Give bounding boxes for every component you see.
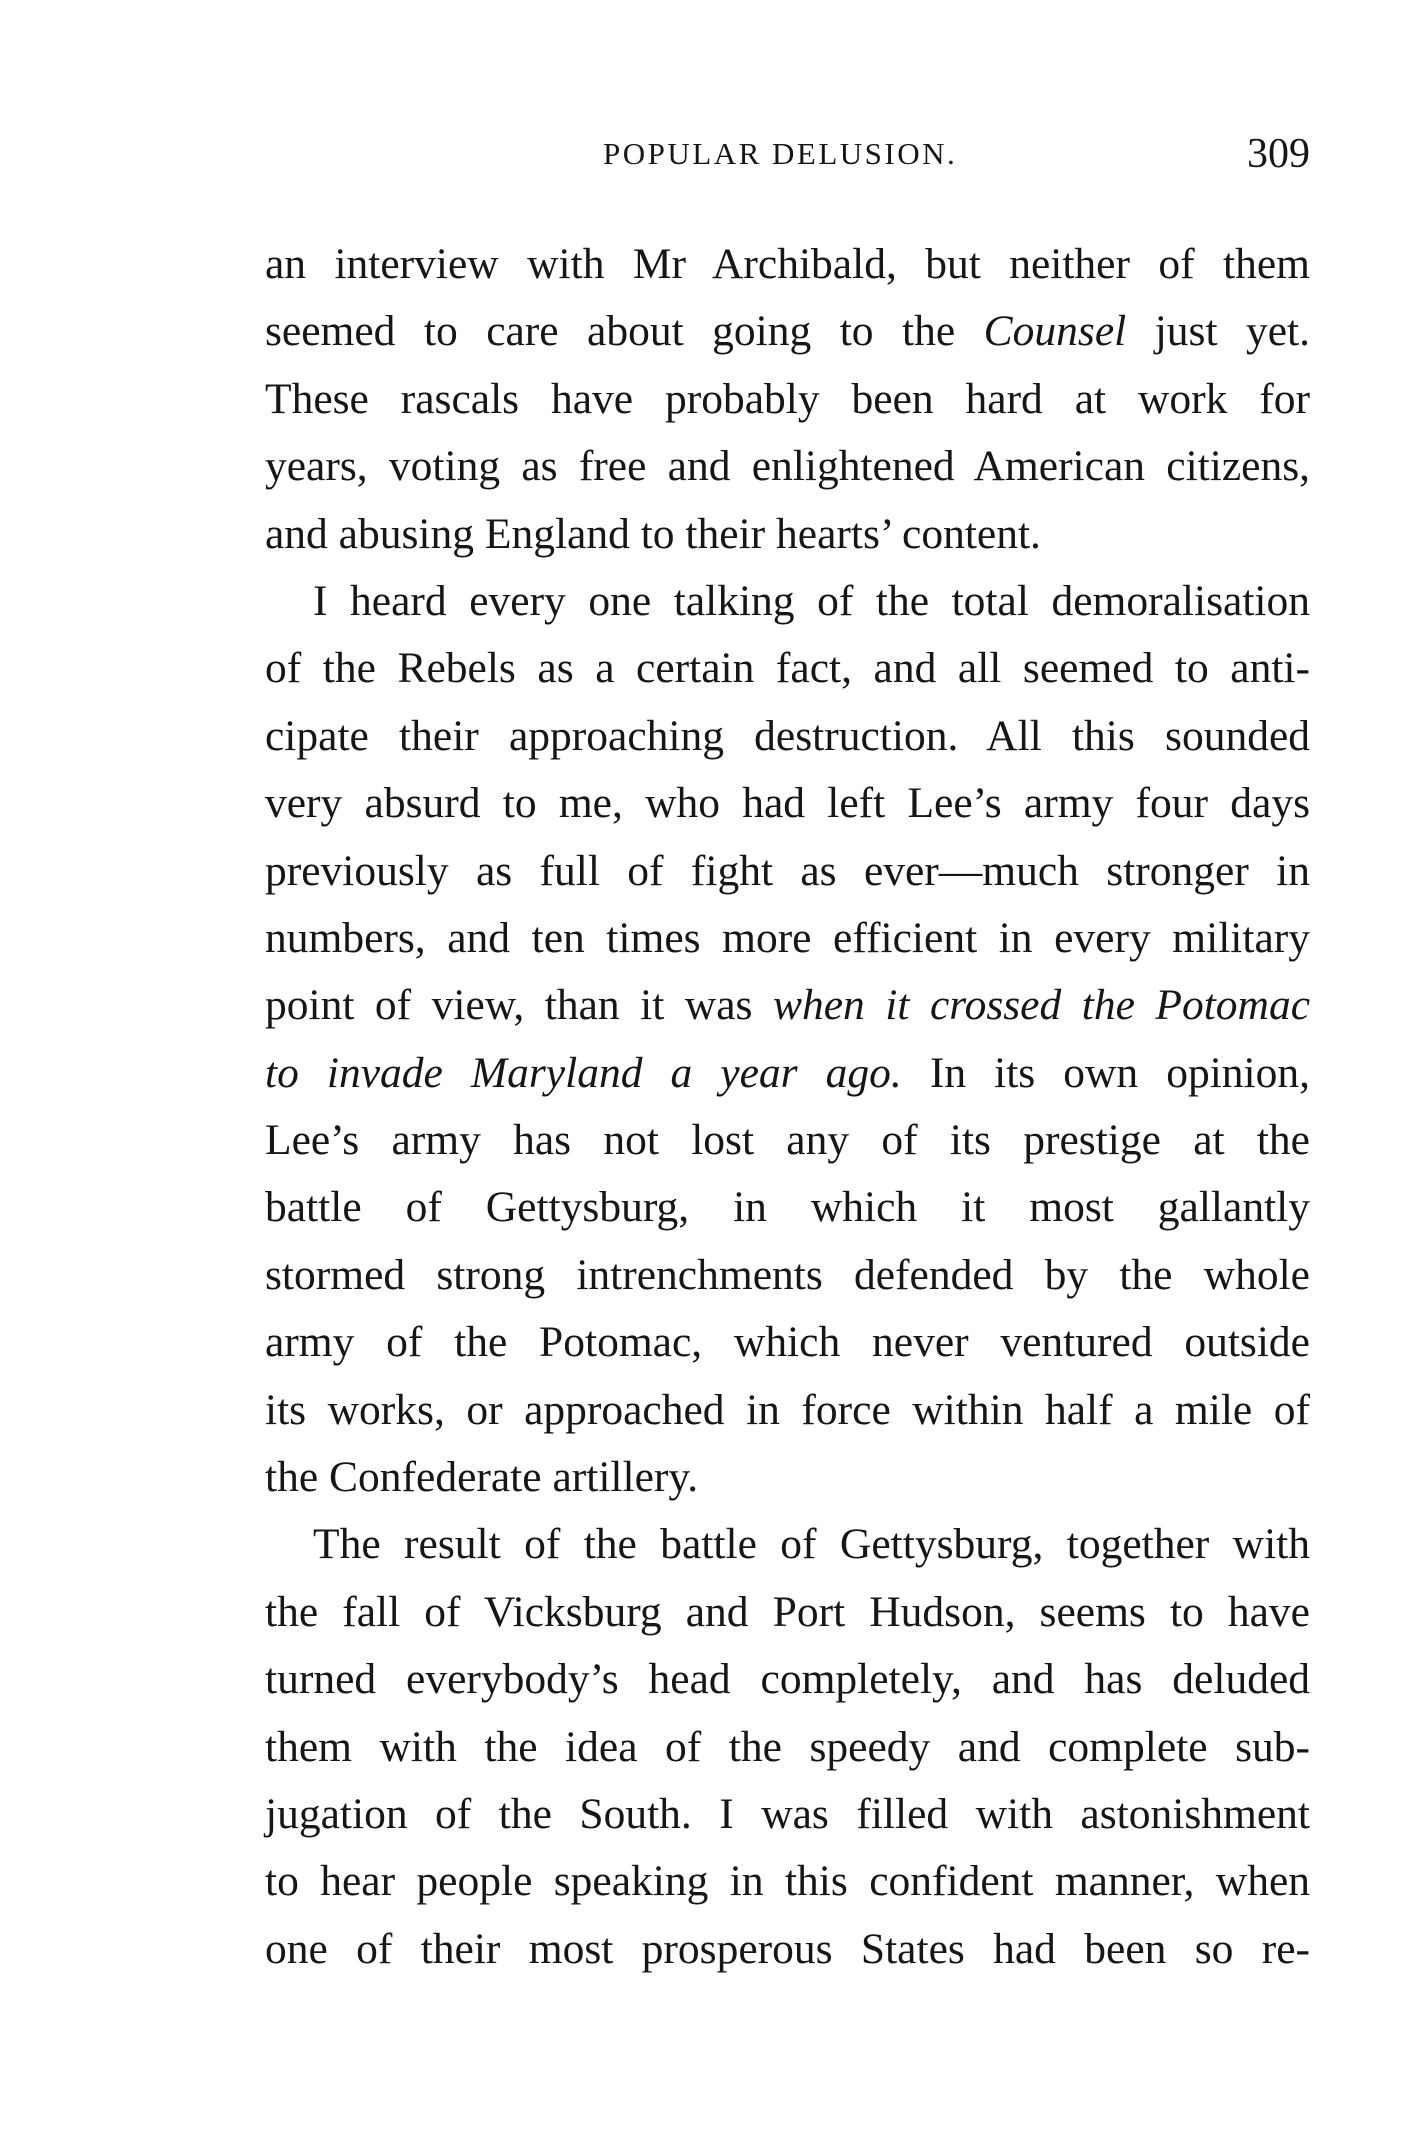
text-line: and abusing England to their hearts’ content. <box>265 509 1041 558</box>
text-line: stormed strong intrenchments defended by the whole <box>265 1250 1310 1299</box>
text-line: These rascals have probably been hard at work for <box>265 374 1310 423</box>
italic-phrase: to invade Maryland a year ago. <box>265 1048 902 1097</box>
text-line: point of view, than it was when it crossed the Potomac <box>265 981 1311 1030</box>
italic-phrase: when it crossed the Potomac <box>772 981 1311 1030</box>
body-text <box>265 231 1310 1983</box>
text-line: turned everybody’s head completely, and has deluded <box>265 1655 1310 1704</box>
text-line: battle of Gettysburg, in which it most gallantly <box>265 1183 1310 1232</box>
running-title: POPULAR DELUSION. <box>603 136 958 171</box>
paragraph-start: I heard every one talking of the total demoralisation <box>313 576 1310 625</box>
text-line: jugation of the South. I was filled with astonishment <box>265 1789 1310 1838</box>
italic-word: Counsel <box>983 307 1127 356</box>
text-line: the Confederate artillery. <box>265 1453 699 1502</box>
text-line: previously as full of fight as ever—much stronger in <box>265 846 1310 895</box>
text-line: seemed to care about going to the Counsel just yet. <box>265 307 1311 356</box>
text-line: one of their most prosperous States had been so re- <box>265 1924 1310 1973</box>
text-line: army of the Potomac, which never ventured outside <box>265 1318 1310 1367</box>
text-line: to invade Maryland a year ago. In its own opinion, <box>265 1048 1311 1097</box>
text-line: to hear people speaking in this confident manner, when <box>265 1857 1310 1906</box>
text-line: an interview with Mr Archibald, but neither of them <box>265 240 1310 288</box>
running-head <box>265 130 1310 180</box>
page-number: 309 <box>1247 131 1310 177</box>
text-line: its works, or approached in force within half a mile of <box>265 1385 1310 1434</box>
paragraph-start: The result of the battle of Gettysburg, together with <box>313 1520 1310 1569</box>
text-line: the fall of Vicksburg and Port Hudson, seems to have <box>265 1587 1310 1636</box>
text-line: them with the idea of the speedy and complete sub- <box>265 1722 1310 1771</box>
text-line: years, voting as free and enlightened American citizens, <box>265 442 1310 491</box>
text-line: of the Rebels as a certain fact, and all seemed to anti- <box>265 644 1310 693</box>
text-line: cipate their approaching destruction. All this sounded <box>265 711 1310 760</box>
text-line: very absurd to me, who had left Lee’s army four days <box>265 779 1310 828</box>
text-line: numbers, and ten times more efficient in every military <box>265 913 1310 962</box>
text-line: Lee’s army has not lost any of its prestige at the <box>265 1116 1310 1165</box>
